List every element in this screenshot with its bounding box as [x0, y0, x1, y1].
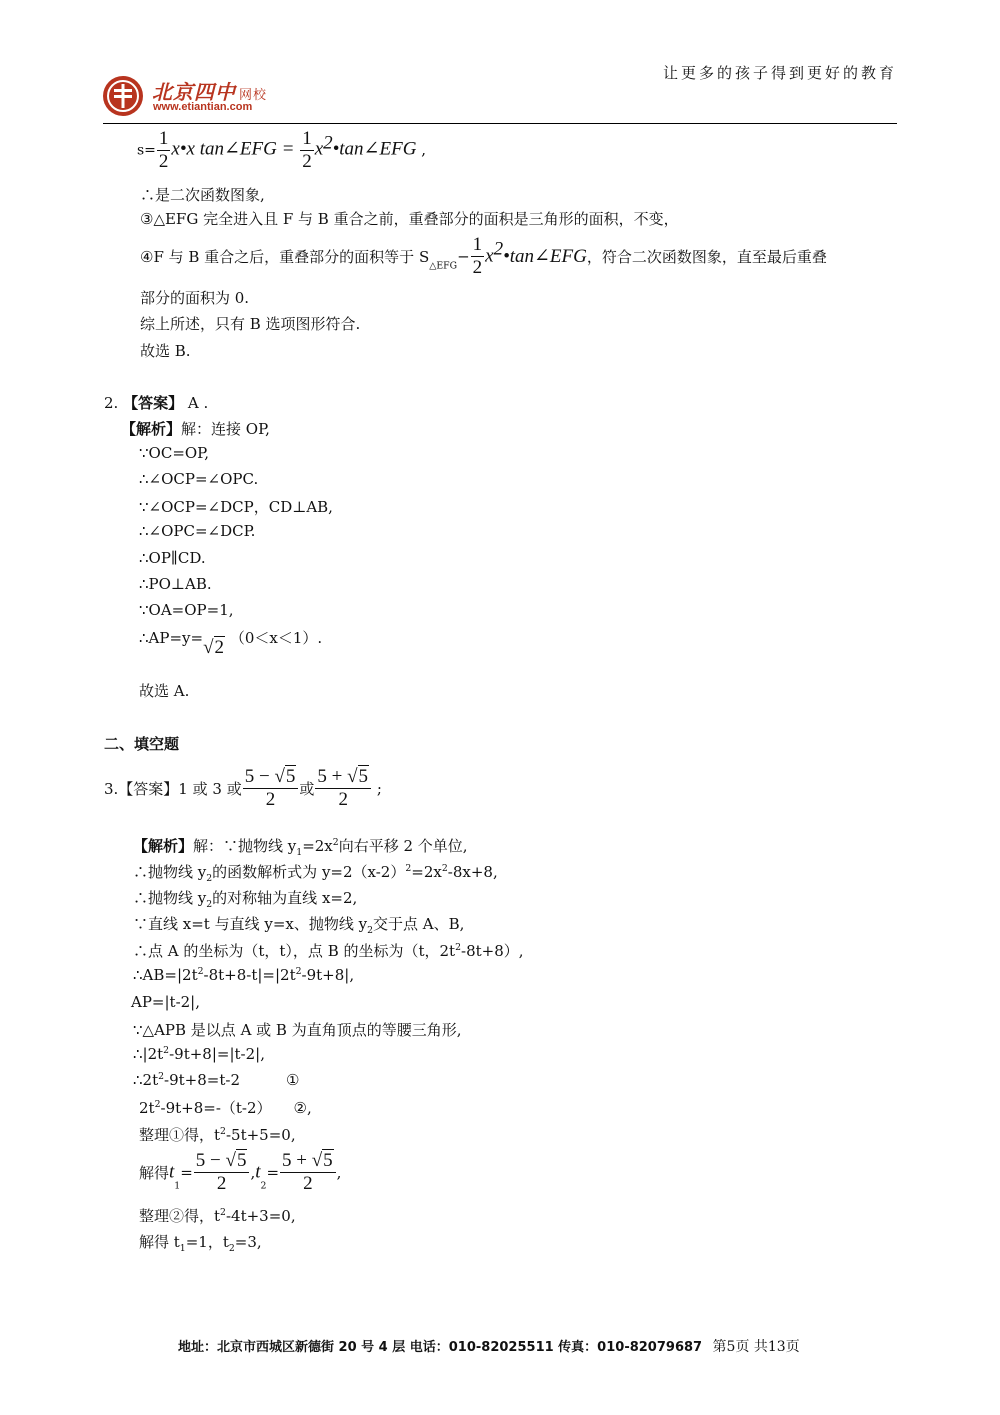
q3-line: 解得 $t_1=1$，$t_2=3$,: [139, 1233, 262, 1254]
page-footer: [178, 1336, 800, 1356]
header-divider: [103, 123, 897, 124]
q3-line: AP=|t-2|,: [131, 993, 201, 1011]
q3-line: $2t^2-9t+8=-(t-2)$ ②,: [139, 1099, 312, 1117]
q2-line: ∵∠OCP=∠DCP，CD⊥AB,: [139, 498, 333, 516]
q1-line-formula: ④F 与 B 重合之后，重叠部分的面积等于 $S_{\triangle EFG}-$ $\frac{1}{2}$ $x^2•\tan\angle EFG$，符合二次函数图象，直至最后重叠: [140, 234, 827, 278]
logo-brand[interactable]: 北京四中 网校: [152, 80, 268, 104]
q3-line: 整理①得，$t^2-5t+5=0$,: [139, 1126, 296, 1144]
q3-line: 【解析】解：∵抛物线 $y_1=2x^2$向右平移 2 个单位,: [133, 837, 468, 858]
q3-line: ∴抛物线 $y_2$的对称轴为直线 x=2,: [133, 889, 358, 910]
q3-line-formula: 解得$t_1=$ $\frac{5 - √5}{2}$ $,t_2=$ $\frac{5 + √5}{2}$ ,: [139, 1150, 342, 1194]
page-number: 第5页 共13页: [712, 1339, 800, 1355]
q3-line: $\therefore AB=|2t^2-8t+8-t|=|2t^2-9t+8|$,: [133, 966, 355, 984]
q1-line: 综上所述，只有 B 选项图形符合.: [140, 315, 361, 333]
q2-answer: 2. 【答案】 A .: [104, 394, 209, 412]
q3-line: ∵直线 x=t 与直线 y=x、抛物线 $y_2$交于点 A、B,: [133, 915, 465, 936]
section-title: 二、填空题: [104, 735, 180, 753]
q1-line: ∴是二次函数图象,: [140, 186, 265, 204]
q3-line: $\therefore|2t^2-9t+8|=|t-2|$,: [133, 1045, 265, 1063]
q1-line: 故选 B.: [140, 342, 191, 360]
q2-analysis-intro: 【解析】解：连接 OP,: [121, 420, 270, 438]
q3-line: 整理②得，$t^2-4t+3=0$,: [139, 1207, 296, 1225]
footer-address: 地址：北京市西城区新德街 20 号 4 层 电话：010-82025511 传真：010-82079687: [178, 1340, 703, 1355]
q1-area-formula: s= $\frac{1}{2}$ x•x tan∠EFG = $\frac{1}{2}$ $x^2•\tan\angle EFG$ ,: [137, 128, 426, 172]
q3-answer: 3.【答案】1 或 3 或 $\frac{5 - √5}{2}$ 或 $\frac{5 + √5}{2}$ ;: [104, 766, 382, 810]
q2-line: ∵OC=OP,: [139, 444, 210, 462]
q2-line-formula: ∴AP=y=√2 （0＜x＜1）.: [139, 629, 323, 658]
q2-line: 故选 A.: [139, 682, 190, 700]
q2-line: ∵OA=OP=1,: [139, 601, 234, 619]
q1-line: 部分的面积为 0.: [140, 289, 250, 307]
q2-line: ∴OP∥CD.: [139, 549, 206, 567]
q3-line: ∴抛物线 $y_2$的函数解析式为 $y=2(x-2)^2=2x^2-8x+8$,: [133, 863, 498, 884]
header-slogan: 让更多的孩子得到更好的教育: [662, 64, 897, 82]
q2-line: ∴PO⊥AB.: [139, 575, 212, 593]
q2-line: ∴∠OPC=∠DCP.: [139, 522, 256, 540]
q3-line: $\therefore 2t^2-9t+8=t-2$ ①: [133, 1071, 300, 1089]
q2-line: ∴∠OCP=∠OPC.: [139, 470, 259, 488]
q3-line: ∴点 A 的坐标为（t，t），点 B 的坐标为（t，$2t^2-8t+8$）,: [133, 942, 524, 960]
q1-line: ③△EFG 完全进入且 F 与 B 重合之前，重叠部分的面积是三角形的面积，不变，: [140, 210, 679, 228]
q3-line: ∵△APB 是以点 A 或 B 为直角顶点的等腰三角形,: [133, 1021, 462, 1039]
school-logo-icon: [103, 76, 143, 116]
logo-url[interactable]: www.etiantian.com: [153, 101, 253, 113]
